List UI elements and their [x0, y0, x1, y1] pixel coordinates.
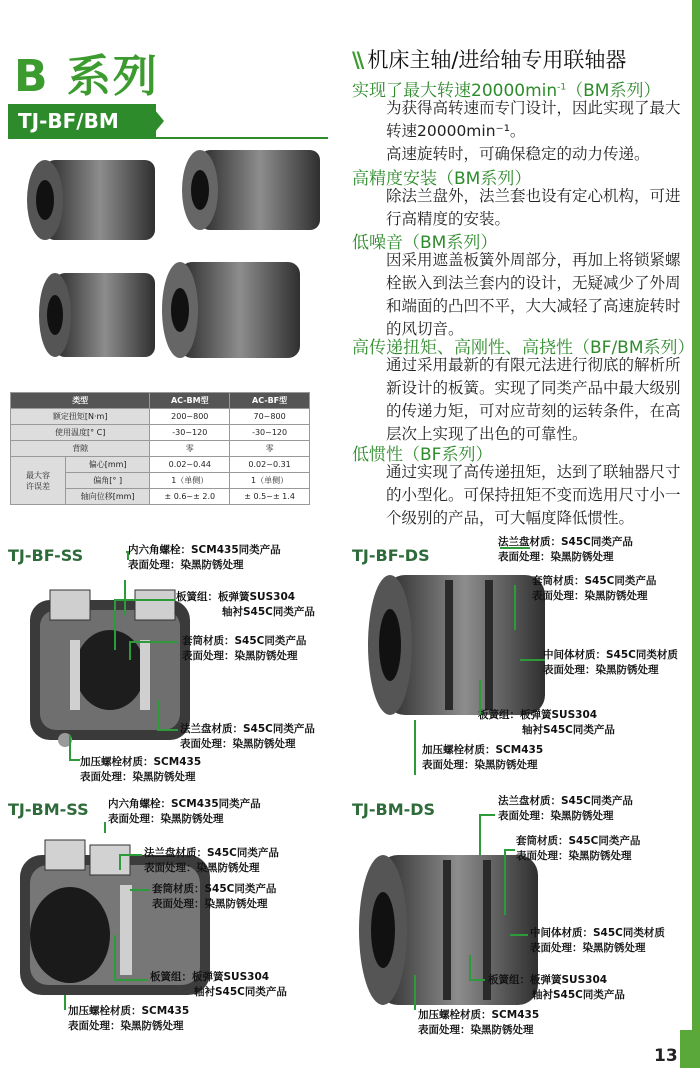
- section-title: \\ 机床主轴/进给轴专用联轴器: [352, 48, 627, 72]
- feature-title-low-noise: 低噪音（BM系列）: [352, 233, 498, 253]
- diagram-title-bf-ds: TJ-BF-DS: [352, 546, 430, 565]
- series-title: B 系列: [14, 51, 159, 102]
- section-bars-icon: \\: [352, 48, 362, 72]
- table-row-label: 使用温度[° C]: [11, 425, 150, 441]
- table-group-label-line1: 最大容: [26, 470, 50, 480]
- bf-ss-label-bolt: 内六角螺栓：SCM435同类产品 表面处理：染黑防锈处理: [128, 544, 281, 571]
- feature-title-max-speed: 实现了最大转速$20000\min^{-1}(BM$系列）: [352, 81, 661, 101]
- coupling-image-3: [39, 273, 155, 357]
- table-row-label: 偏心[mm]: [66, 457, 150, 473]
- table-cell: 1（单侧）: [150, 473, 230, 489]
- bm-ss-label-pressure-bolt: 加压螺栓材质：SCM435 表面处理：染黑防锈处理: [68, 1005, 190, 1032]
- feature-line: 栓嵌入到法兰套内的设计，无疑减少了外周: [386, 274, 681, 292]
- page-number: 13: [654, 1046, 678, 1066]
- bf-ds-label-leaf-spring: 板簧组：板弹簧SUS304 轴衬S45C同类产品: [478, 709, 615, 736]
- spec-table-header: [11, 393, 310, 409]
- coupling-image-4: [162, 262, 300, 358]
- table-row-label: 额定扭矩[N·m]: [11, 409, 150, 425]
- table-cell: 零: [230, 441, 310, 457]
- model-tag: TJ-BF/BM: [8, 104, 156, 138]
- diagram-title-bm-ds: TJ-BM-DS: [352, 800, 436, 819]
- table-row: [11, 425, 310, 441]
- feature-text-low-inertia: [386, 461, 686, 530]
- feature-line: 除法兰盘外，法兰套也设有定心机构，可进: [386, 187, 681, 205]
- table-row: [11, 457, 310, 473]
- model-tag-underline: [8, 137, 328, 139]
- bf-ds-leaders: [400, 530, 550, 780]
- bf-ss-label-flange: 法兰盘材质：S45C同类产品 表面处理：染黑防锈处理: [180, 723, 315, 750]
- table-cell: 零: [150, 441, 230, 457]
- feature-line: 通过采用最新的有限元法进行彻底的解析所: [386, 356, 681, 374]
- table-header-bm: AC-BM型: [150, 393, 230, 409]
- table-cell: -30~120: [150, 425, 230, 441]
- diagram-title-bm-ss: TJ-BM-SS: [8, 800, 89, 819]
- feature-text-max-speed: [386, 97, 686, 166]
- feature-text-precision: [386, 185, 686, 231]
- bf-ss-leaders: [0, 540, 340, 790]
- feature-line: 行高精度的安装。: [386, 210, 511, 228]
- bm-ss-leaders: [60, 815, 260, 1035]
- table-group-label: [11, 457, 66, 505]
- coupling-product-photo: [20, 140, 340, 380]
- diagram-title-bf-ss: TJ-BF-SS: [8, 546, 84, 565]
- feature-line: 转速20000min⁻¹。: [386, 122, 526, 140]
- table-cell: ± 0.5~± 1.4: [230, 489, 310, 505]
- bm-ds-label-sleeve: 套筒材质：S45C同类产品 表面处理：染黑防锈处理: [516, 835, 641, 862]
- bm-ss-label-leaf-spring: 板簧组：板弹簧SUS304 轴衬S45C同类产品: [150, 971, 287, 998]
- table-row: [11, 441, 310, 457]
- bf-ds-label-middle: 中间体材质：S45C同类材质 表面处理：染黑防锈处理: [543, 649, 678, 676]
- table-row-label: 轴向位移[mm]: [66, 489, 150, 505]
- bf-ds-label-pressure-bolt: 加压螺栓材质：SCM435 表面处理：染黑防锈处理: [422, 744, 544, 771]
- feature-text-low-noise: [386, 249, 686, 341]
- table-row: [11, 409, 310, 425]
- table-cell: 1（单侧）: [230, 473, 310, 489]
- table-cell: 70~800: [230, 409, 310, 425]
- bf-ds-label-sleeve: 套筒材质：S45C同类产品 表面处理：染黑防锈处理: [532, 575, 657, 602]
- bm-ds-label-flange: 法兰盘材质：S45C同类产品 表面处理：染黑防锈处理: [498, 795, 633, 822]
- table-cell: ± 0.6~± 2.0: [150, 489, 230, 505]
- feature-line: 的小型化。可保持扭矩不变而选用尺寸小一: [386, 486, 681, 504]
- feature-line: 的风切音。: [386, 320, 464, 338]
- feature-text-high-torque: [386, 354, 686, 446]
- bm-ss-label-bolt: 内六角螺栓：SCM435同类产品 表面处理：染黑防锈处理: [108, 798, 261, 825]
- table-group-label-line2: 许误差: [26, 481, 50, 491]
- spec-table: [10, 392, 310, 505]
- bm-ds-leaders: [400, 795, 550, 1025]
- table-header-bf: AC-BF型: [230, 393, 310, 409]
- bm-ds-label-pressure-bolt: 加压螺栓材质：SCM435 表面处理：染黑防锈处理: [418, 1009, 540, 1036]
- feature-line: 高速旋转时，可确保稳定的动力传递。: [386, 145, 650, 163]
- feature-line: 的传递力矩，可对应苛刻的运转条件，在高: [386, 402, 681, 420]
- bm-ss-label-flange: 法兰盘材质：S45C同类产品 表面处理：染黑防锈处理: [144, 847, 279, 874]
- coupling-image-2: [182, 150, 320, 230]
- feature-line: 新设计的板簧。实现了同类产品中最大级别: [386, 379, 681, 397]
- feature-title-low-inertia: 低惯性（BF系列）: [352, 445, 493, 465]
- bm-ds-label-middle: 中间体材质：S45C同类材质 表面处理：染黑防锈处理: [530, 927, 665, 954]
- bm-ss-label-sleeve: 套筒材质：S45C同类产品 表面处理：染黑防锈处理: [152, 883, 277, 910]
- feature-line: 为获得高转速而专门设计，因此实现了最大: [386, 99, 681, 117]
- feature-line: 和端面的凸凹不平，大大减轻了高速旋转时: [386, 297, 681, 315]
- table-cell: 200~800: [150, 409, 230, 425]
- table-row-label: 背隙: [11, 441, 150, 457]
- feature-line: 层次上实现了出色的可靠性。: [386, 425, 588, 443]
- coupling-image-1: [27, 160, 155, 240]
- feature-title-precision: 高精度安装（BM系列）: [352, 169, 532, 189]
- feature-line: 因采用遮盖板簧外周部分，再加上将锁紧螺: [386, 251, 681, 269]
- feature-line: 通过实现了高传递扭矩，达到了联轴器尺寸: [386, 463, 681, 481]
- bf-ds-label-flange: 法兰盘材质：S45C同类产品 表面处理：染黑防锈处理: [498, 536, 633, 563]
- model-tag-arrow: [150, 104, 164, 138]
- bf-ss-label-sleeve: 套筒材质：S45C同类产品 表面处理：染黑防锈处理: [182, 635, 307, 662]
- bf-ss-label-leaf-spring: 板簧组：板弹簧SUS304 轴衬S45C同类产品: [176, 591, 315, 618]
- page-edge-notch: [680, 1030, 700, 1068]
- feature-title-high-torque: 高传递扭矩、高刚性、高挠性（BF/BM系列）: [352, 338, 695, 358]
- table-cell: -30~120: [230, 425, 310, 441]
- bm-ds-label-leaf-spring: 板簧组：板弹簧SUS304 轴衬S45C同类产品: [488, 974, 625, 1001]
- feature-line: 个级别的产品，可大幅度降低惯性。: [386, 509, 635, 527]
- table-cell: 0.02~0.44: [150, 457, 230, 473]
- bf-ss-label-pressure-bolt: 加压螺栓材质：SCM435 表面处理：染黑防锈处理: [80, 756, 202, 783]
- page-edge-bar: [692, 0, 700, 1068]
- table-header-type: 类型: [11, 393, 150, 409]
- table-row-label: 偏角[° ]: [66, 473, 150, 489]
- table-cell: 0.02~0.31: [230, 457, 310, 473]
